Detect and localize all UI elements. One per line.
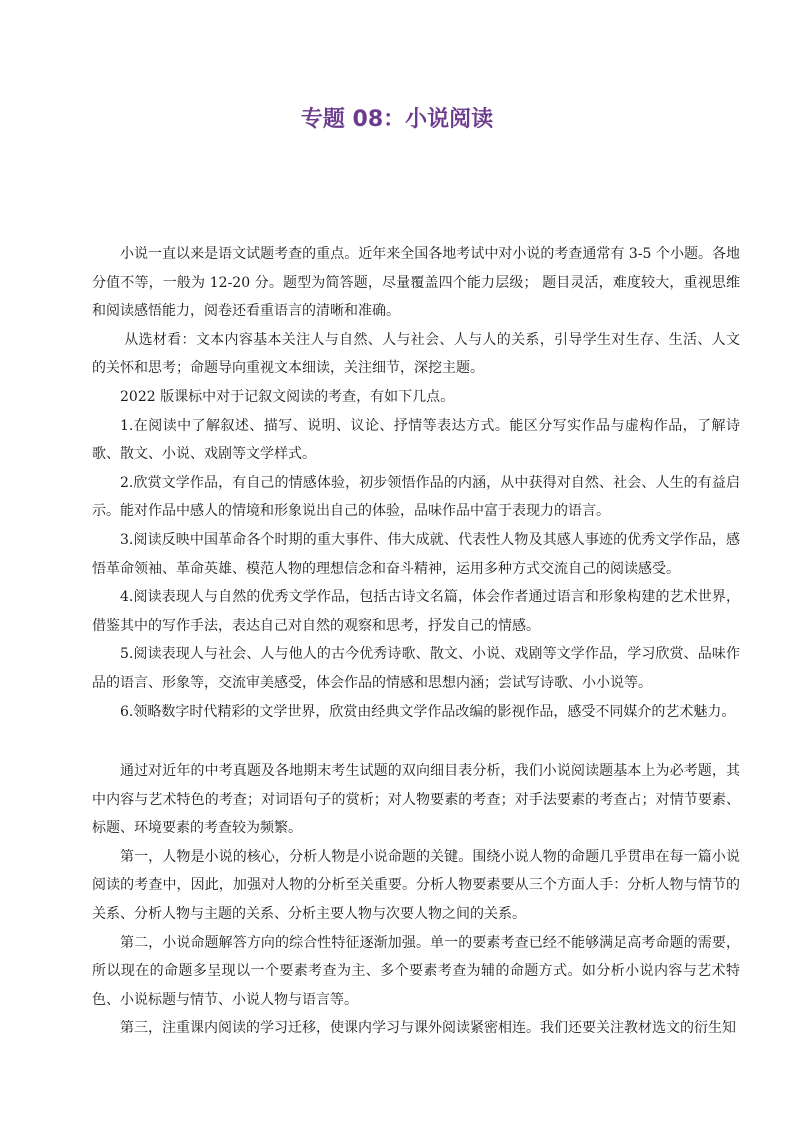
list-item: 1.在阅读中了解叙述、描写、说明、议论、抒情等表达方式。能区分写实作品与虚构作品，了解诗歌、散文、小说、戏剧等文学样式。: [92, 417, 740, 463]
list-item: 3.阅读反映中国革命各个时期的重大事件、伟大成就、代表性人物及其感人事迹的优秀文学作品，感悟革命领袖、革命英雄、模范人物的理想信念和奋斗精神，运用多种方式交流自己的阅读感受。: [92, 531, 740, 577]
list-item: 2.欣赏文学作品，有自己的情感体验，初步领悟作品的内涵，从中获得对自然、社会、人生的有益启示。能对作品中感人的情境和形象说出自己的体验，品味作品中富于表现力的语言。: [92, 474, 740, 520]
section-analysis: [92, 757, 740, 1043]
paragraph: 从选材看：文本内容基本关注人与自然、人与社会、人与人的关系，引导学生对生存、生活、人文的关怀和思考；命题导向重视文本细读，关注细节，深挖主题。: [92, 331, 740, 377]
paragraph: 第一，人物是小说的核心，分析人物是小说命题的关键。围绕小说人物的命题几乎贯串在每一篇小说阅读的考查中，因此，加强对人物的分析至关重要。分析人物要素要从三个方面人手：分析人物与情节的关系、分析人物与主题的关系、分析主要人物与次要人物之间的关系。: [92, 848, 740, 922]
list-item: 6.领略数字时代精彩的文学世界，欣赏由经典文学作品改编的影视作品，感受不同媒介的艺术魅力。: [120, 703, 736, 720]
paragraph: 第三，注重课内阅读的学习迁移，使课内学习与课外阅读紧密相连。我们还要关注教材选文的衍生知: [120, 1020, 736, 1037]
paragraph: 通过对近年的中考真题及各地期末考生试题的双向细目表分析，我们小说阅读题基本上为必考题，其中内容与艺术特色的考查；对词语句子的赏析；对人物要素的考查；对手法要素的考查占；对情节要素、标题、环境要素的考查较为频繁。: [92, 763, 740, 837]
list-item: 5.阅读表现人与社会、人与他人的古今优秀诗歌、散文、小说、戏剧等文学作品，学习欣赏、品味作品的语言、形象等，交流审美感受，体会作品的情感和思想内涵；尝试写诗歌、小小说等。: [92, 646, 740, 691]
page-title: 专题 08：小说阅读: [300, 107, 494, 132]
section-intro: [92, 240, 740, 726]
paragraph: 小说一直以来是语文试题考查的重点。近年来全国各地考试中对小说的考查通常有 3-5 个小题。各地分值不等，一般为 12-20 分。题型为简答题，尽量覆盖四个能力层级； 题目灵活，难度较大，重视思维和阅读感悟能力，阅卷还看重语言的清晰和准确。: [92, 246, 740, 320]
list-item: 4.阅读表现人与自然的优秀文学作品，包括古诗文名篇，体会作者通过语言和形象构建的艺术世界，借鉴其中的写作手法，表达自己对自然的观察和思考，抒发自己的情感。: [92, 589, 740, 634]
paragraph: 第二，小说命题解答方向的综合性特征逐渐加强。单一的要素考查已经不能够满足高考命题的需要，所以现在的命题多呈现以一个要素考查为主、多个要素考查为辅的命题方式。如分析小说内容与艺术特色、小说标题与情节、小说人物与语言等。: [92, 934, 740, 1008]
paragraph: 2022 版课标中对于记叙文阅读的考查，有如下几点。: [120, 388, 455, 405]
